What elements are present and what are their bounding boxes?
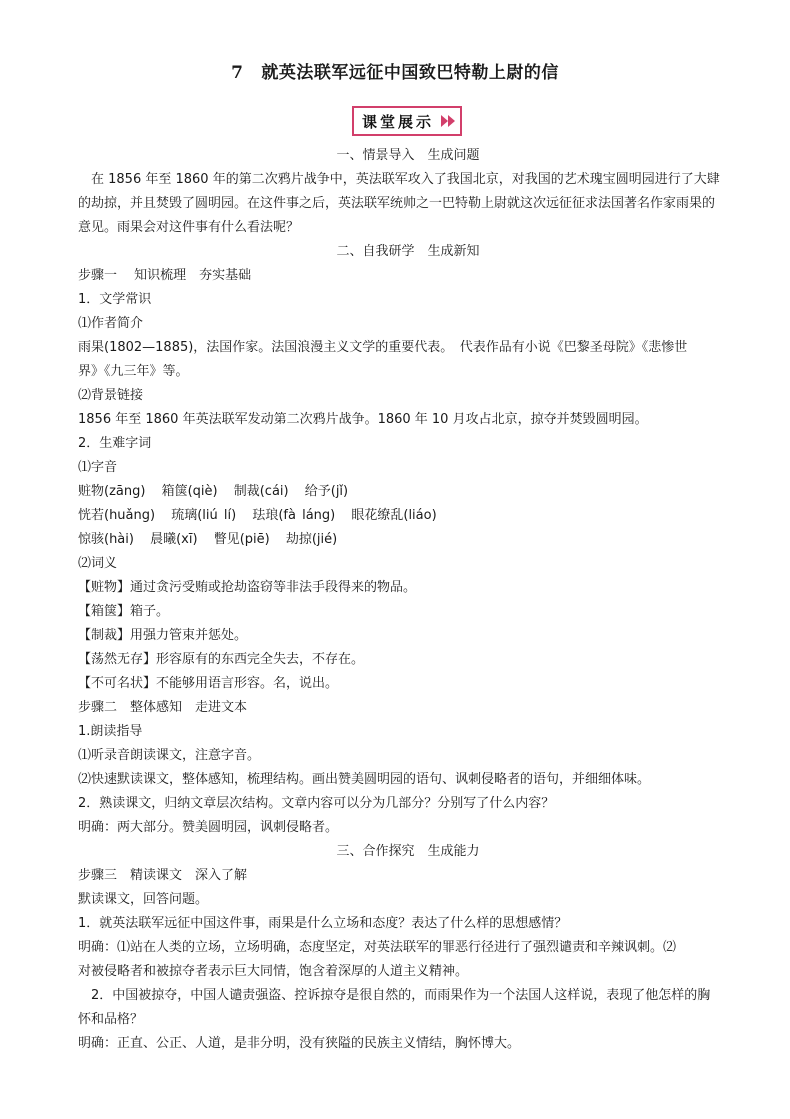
reading-guide-line-1: ⑴听录音朗读课文，注意字音。 [78,748,261,763]
pronunciation-title: ⑴字音 [78,460,118,475]
step-two: 步骤二 整体感知 走进文本 [78,700,248,715]
vocab-item: 给予(jǐ) [304,484,349,499]
question-1: 1．就英法联军远征中国这件事，雨果是什么立场和态度？表达了什么样的思想感情？ [78,916,568,931]
reading-guide-line-2: ⑵快速默读课文，整体感知，梳理结构。画出赞美圆明园的语句、讽刺侵略者的语句，并细细体味。 [78,772,651,787]
vocab-item: 劫掠(jié) [285,532,338,547]
vocab-item: 制裁(cái) [233,484,289,499]
intro-line-3: 意见。雨果会对这件事有什么看法呢？ [78,220,300,235]
vocab-item: 晨曦(xī) [150,532,198,547]
vocab-item: 赃物(zāng) [78,484,146,499]
intro-line-2: 的劫掠，并且焚毁了圆明园。在这件事之后，英法联军统帅之一巴特勒上尉就这次远征征求法国著名作家雨果的 [78,196,716,211]
answer-1-line-2: 对被侵略者和被掠夺者表示巨大同情，饱含着深厚的人道主义精神。 [78,964,469,979]
pronunciation-row-3 [78,528,738,552]
pronunciation-row-1 [78,480,738,504]
vocab-item: 眼花缭乱(liáo) [351,508,437,523]
section-heading-2: 二、自我研学 生成新知 [336,244,480,259]
section-heading-3: 三、合作探究 生成能力 [336,844,480,859]
section-badge-wrapper [0,106,790,136]
double-arrow-icon [438,108,460,134]
answer-1-line-1: 明确：⑴站在人类的立场，立场明确，态度坚定，对英法联军的罪恶行径进行了强烈谴责和辛辣讽刺。⑵ [78,940,677,955]
meaning-item: 【荡然无存】形容原有的东西完全失去，不存在。 [78,652,365,667]
meaning-title: ⑵词义 [78,556,118,571]
structure-answer: 明确：两大部分。赞美圆明园，讽刺侵略者。 [78,820,339,835]
item-literary-knowledge: 1．文学常识 [78,292,152,307]
vocab-item: 恍若(huǎng) [78,508,156,523]
intro-line-1: 在 1856 年至 1860 年的第二次鸦片战争中，英法联军攻入了我国北京，对我国的艺术瑰宝圆明园进行了大肆 [78,172,720,187]
lesson-number: 7 [231,63,244,83]
section-heading-1: 一、情景导入 生成问题 [336,148,480,163]
question-2-line-1: 2．中国被掠夺，中国人谴责强盗、控诉掠夺是很自然的，而雨果作为一个法国人这样说，表现了他怎样的胸 [78,988,711,1003]
structure-question: 2．熟读课文，归纳文章层次结构。文章内容可以分为几部分？分别写了什么内容？ [78,796,555,811]
vocab-item: 珐琅(fà láng) [252,508,336,523]
lesson-title-text: 就英法联军远征中国致巴特勒上尉的信 [261,63,559,83]
document-body [78,144,738,1056]
author-intro-title: ⑴作者简介 [78,316,144,331]
reading-instruction: 默读课文，回答问题。 [78,892,209,907]
question-2-line-2: 怀和品格？ [78,1012,144,1027]
vocab-item: 琉璃(liú lí) [171,508,237,523]
background-title: ⑵背景链接 [78,388,144,403]
vocab-item: 箱箧(qiè) [161,484,218,499]
meaning-item: 【不可名状】不能够用语言形容。名，说出。 [78,676,339,691]
classroom-display-badge [352,106,462,136]
background-line: 1856 年至 1860 年英法联军发动第二次鸦片战争。1860 年 10 月攻占北京，掠夺并焚毁圆明园。 [78,412,648,427]
badge-label: 课堂展示 [361,112,434,131]
item-vocabulary: 2．生难字词 [78,436,152,451]
meaning-item: 【箱箧】箱子。 [78,604,170,619]
vocab-item: 瞥见(piē) [213,532,270,547]
pronunciation-row-2 [78,504,738,528]
meaning-item: 【制裁】用强力管束并惩处。 [78,628,248,643]
lesson-title [0,58,790,83]
step-three: 步骤三 精读课文 深入了解 [78,868,248,883]
vocab-item: 惊骇(hài) [78,532,134,547]
reading-guide-title: 1.朗读指导 [78,724,143,739]
meaning-item: 【赃物】通过贪污受贿或抢劫盗窃等非法手段得来的物品。 [78,580,417,595]
answer-2: 明确：正直、公正、人道，是非分明，没有狭隘的民族主义情结，胸怀博大。 [78,1036,521,1051]
step-one: 步骤一 知识梳理 夯实基础 [78,268,252,283]
author-line-1: 雨果(1802—1885)，法国作家。法国浪漫主义文学的重要代表。 代表作品有小说《巴黎圣母院》《悲惨世 [78,340,688,355]
author-line-2: 界》《九三年》等。 [78,364,189,379]
